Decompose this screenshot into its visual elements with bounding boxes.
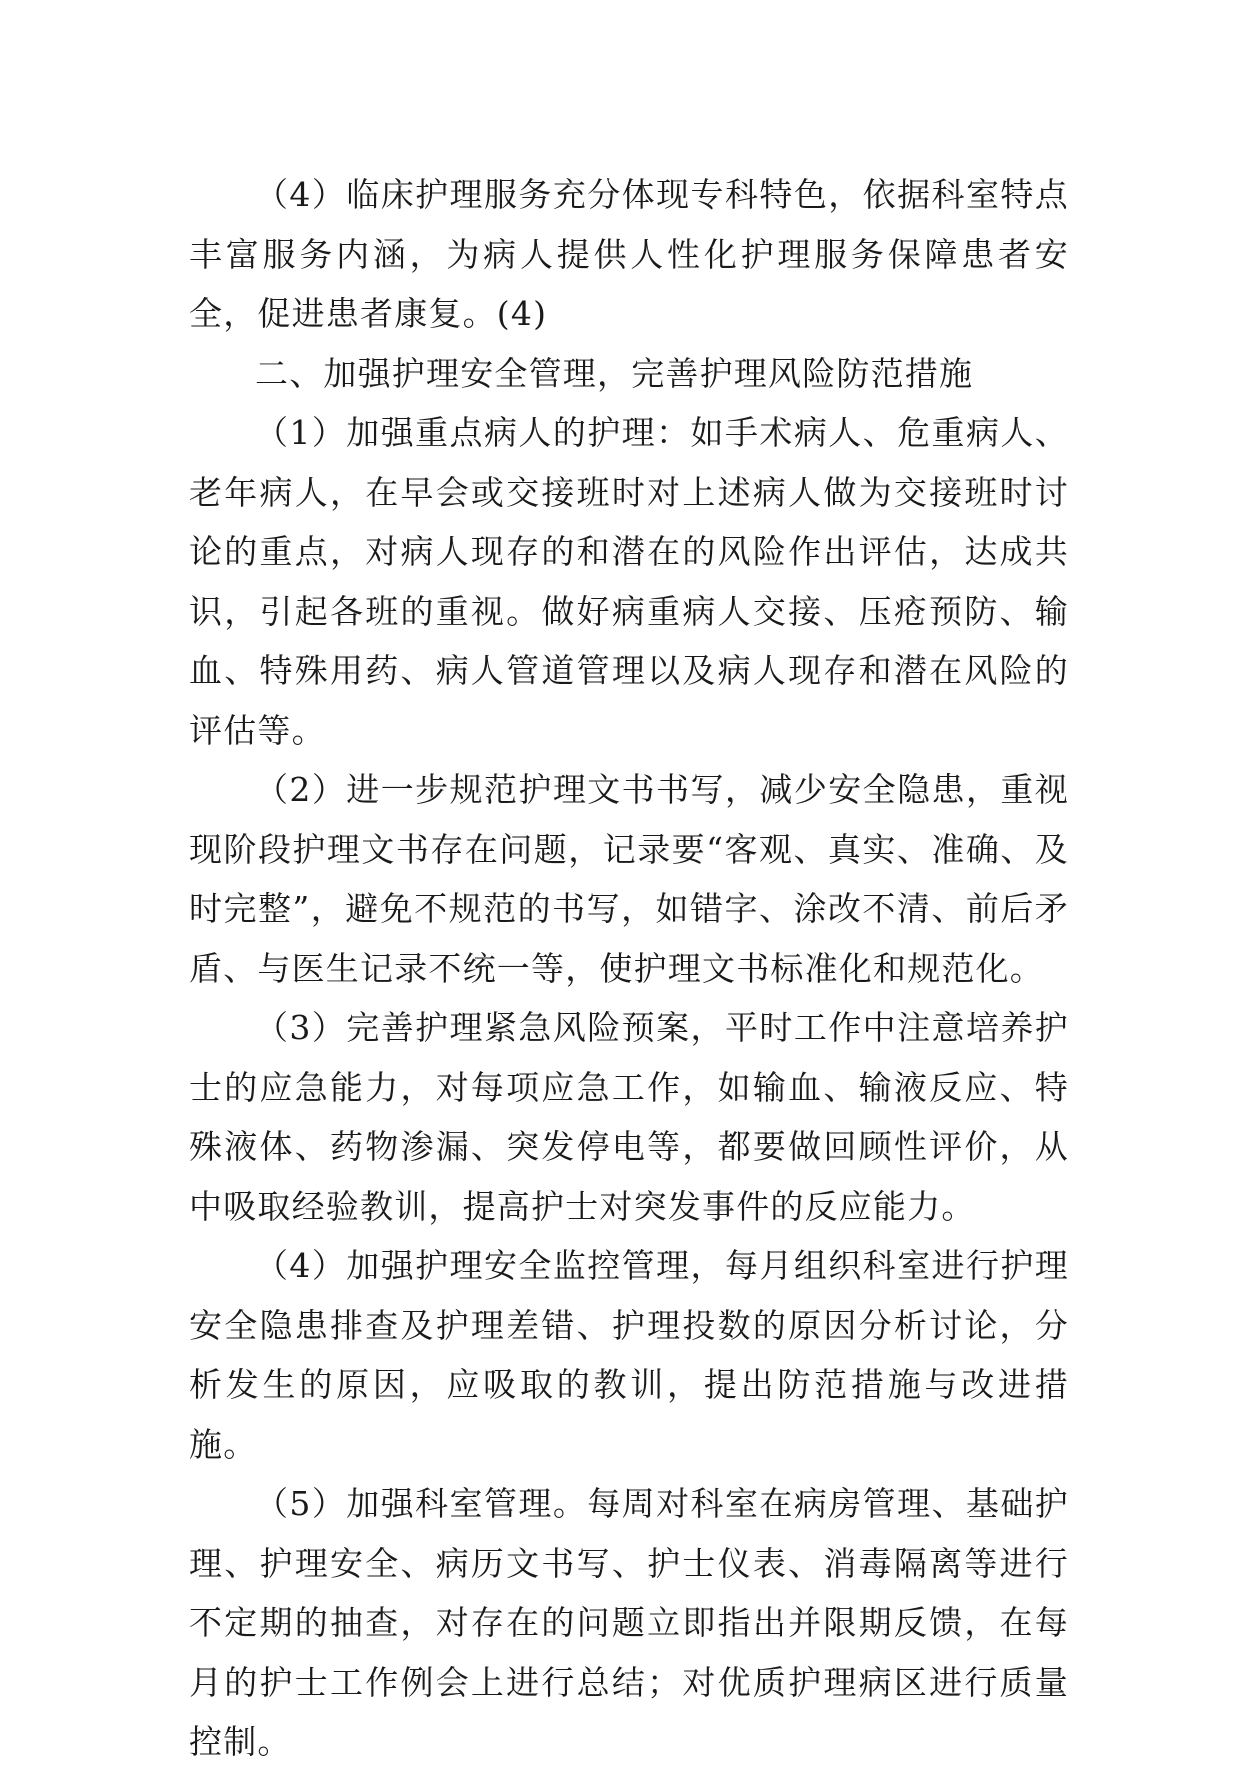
section-heading-safety: 二、加强护理安全管理，完善护理风险防范措施 xyxy=(255,353,974,393)
paragraph-item-5-management: （5）加强科室管理。每周对科室在病房管理、基础护理、护理安全、病历文书写、护士仪表、消毒隔离等进行不定期的抽查，对存在的问题立即指出并限期反馈，在每月的护士工作例会上进行总结；对优质护理病区进行质量控制。 xyxy=(189,1484,1069,1761)
paragraph-item-2-documentation: （2）进一步规范护理文书书写，减少安全隐患，重视现阶段护理文书存在问题，记录要“客观、真实、准确、及时完整”，避免不规范的书写，如错字、涂改不清、前后矛盾、与医生记录不统一等，使护理文书标准化和规范化。 xyxy=(189,770,1069,988)
paragraph-item-1-key-patients: （1）加强重点病人的护理：如手术病人、危重病人、老年病人，在早会或交接班时对上述病人做为交接班时讨论的重点，对病人现存的和潜在的风险作出评估，达成共识，引起各班的重视。做好病重病人交接、压疮预防、输血、特殊用药、病人管道管理以及病人现存和潜在风险的评估等。 xyxy=(189,413,1069,750)
paragraph-item-4-specialty: （4）临床护理服务充分体现专科特色，依据科室特点丰富服务内涵，为病人提供人性化护理服务保障患者安全，促进患者康复。(4) xyxy=(189,175,1069,333)
paragraph-item-4-monitoring: （4）加强护理安全监控管理，每月组织科室进行护理安全隐患排查及护理差错、护理投数的原因分析讨论，分析发生的原因，应吸取的教训，提出防范措施与改进措施。 xyxy=(189,1246,1069,1464)
paragraph-item-3-emergency: （3）完善护理紧急风险预案，平时工作中注意培养护士的应急能力，对每项应急工作，如输血、输液反应、特殊液体、药物渗漏、突发停电等，都要做回顾性评价，从中吸取经验教训，提高护士对突发事件的反应能力。 xyxy=(189,1008,1069,1226)
document-body xyxy=(189,165,1069,1772)
